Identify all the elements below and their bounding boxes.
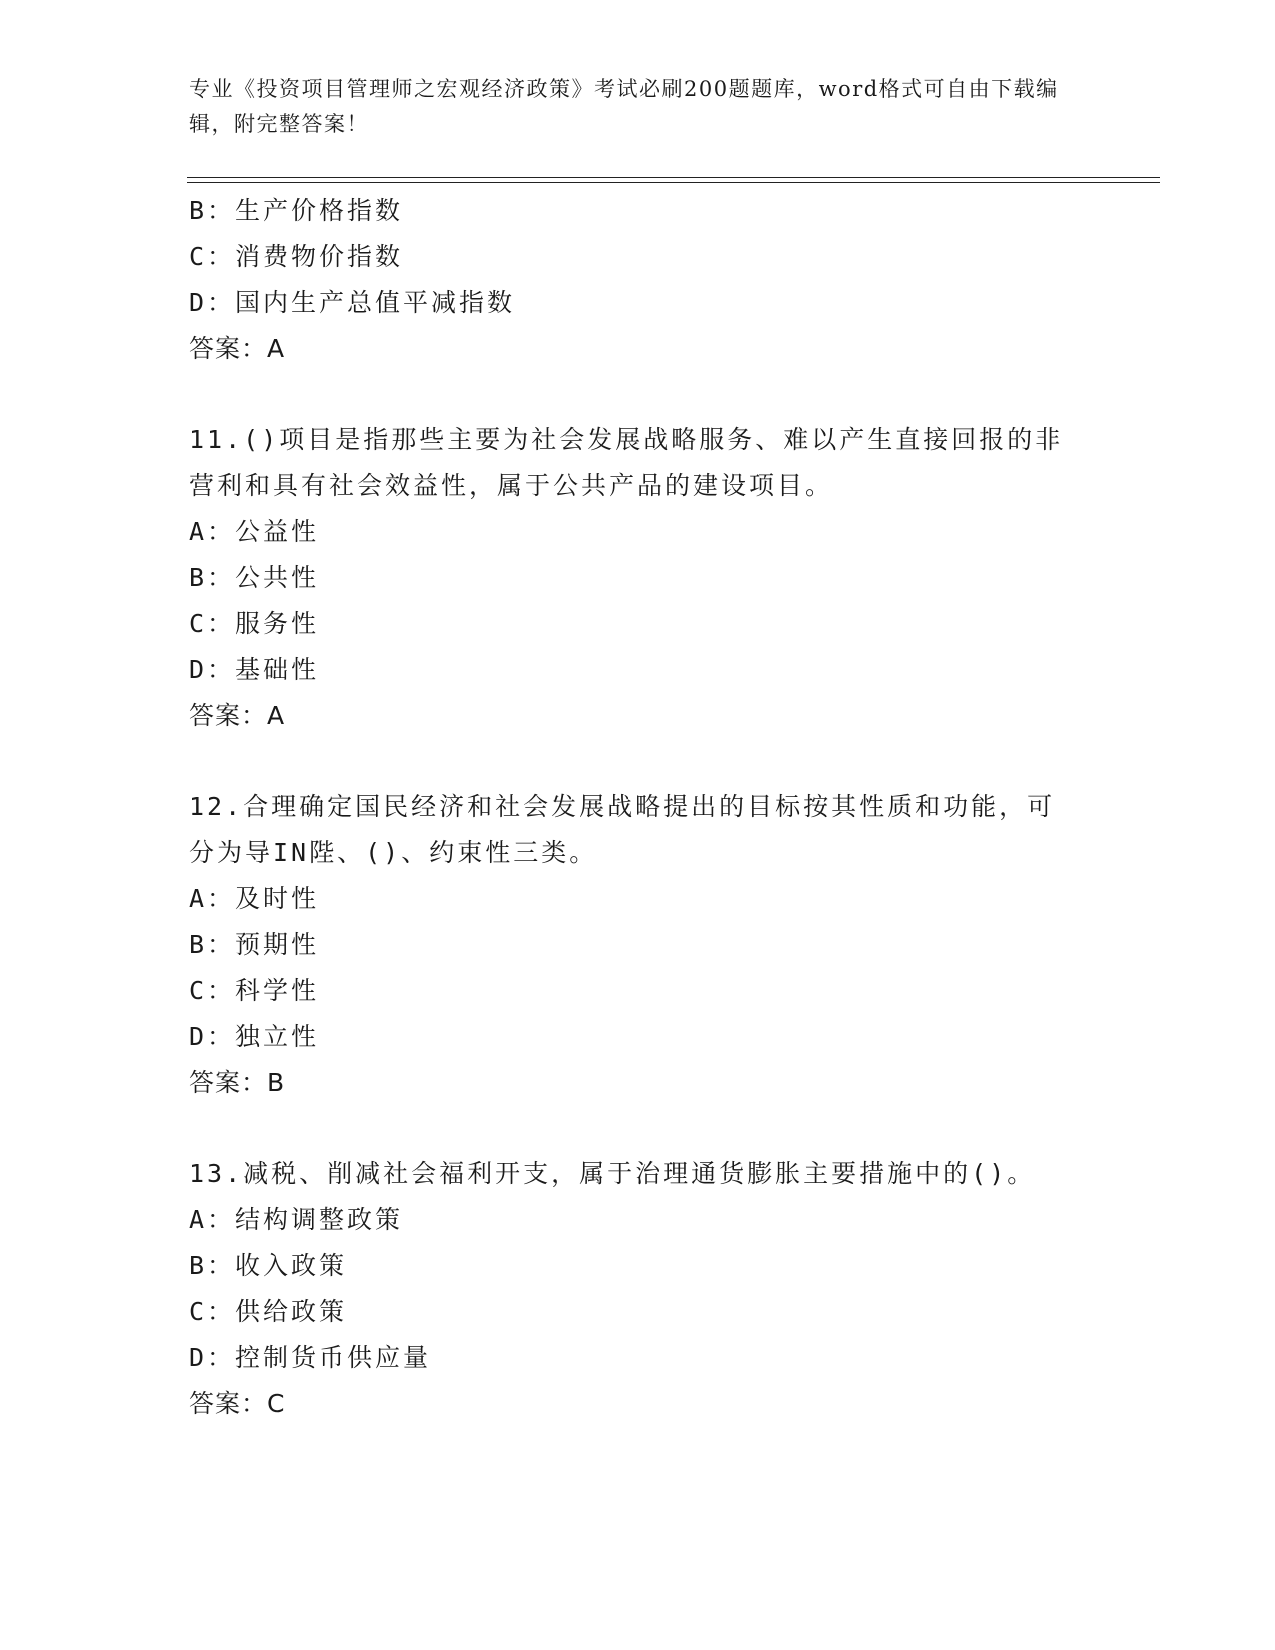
option-d: D：基础性 bbox=[189, 655, 320, 684]
option-d: D：控制货币供应量 bbox=[189, 1343, 432, 1372]
question-stem-text: 11.()项目是指那些主要为社会发展战略服务、难以产生直接回报的非营利和具有社会效益性，属于公共产品的建设项目。 bbox=[189, 425, 1064, 500]
question-block-10 bbox=[189, 188, 1149, 372]
answer-line: 答案：B bbox=[189, 1068, 286, 1097]
question-block-11 bbox=[189, 417, 1149, 739]
option-b: B：生产价格指数 bbox=[189, 196, 404, 225]
header-divider bbox=[187, 177, 1160, 183]
answer-line: 答案：A bbox=[189, 334, 286, 363]
question-block-13 bbox=[189, 1151, 1149, 1427]
question-list bbox=[189, 188, 1149, 1427]
option-c: C：服务性 bbox=[189, 609, 320, 638]
answer-line: 答案：C bbox=[189, 1389, 286, 1418]
answer-line: 答案：A bbox=[189, 701, 286, 730]
option-d: D：独立性 bbox=[189, 1022, 320, 1051]
option-c: C：消费物价指数 bbox=[189, 242, 404, 271]
option-c: C：供给政策 bbox=[189, 1297, 348, 1326]
option-c: C：科学性 bbox=[189, 976, 320, 1005]
question-stem bbox=[189, 784, 1149, 876]
question-stem bbox=[189, 417, 1149, 509]
option-b: B：收入政策 bbox=[189, 1251, 348, 1280]
question-stem-text: 12.合理确定国民经济和社会发展战略提出的目标按其性质和功能，可分为导IN陛、()、约束性三类。 bbox=[189, 792, 1056, 867]
question-stem-text: 13.减税、削减社会福利开支，属于治理通货膨胀主要措施中的()。 bbox=[189, 1159, 1036, 1188]
option-a: A：公益性 bbox=[189, 517, 320, 546]
option-b: B：预期性 bbox=[189, 930, 320, 959]
option-a: A：及时性 bbox=[189, 884, 320, 913]
document-header: 专业《投资项目管理师之宏观经济政策》考试必刷200题题库，word格式可自由下载编辑，附完整答案！ bbox=[189, 77, 1059, 136]
question-block-12 bbox=[189, 784, 1149, 1106]
option-d: D：国内生产总值平减指数 bbox=[189, 288, 516, 317]
question-stem bbox=[189, 1151, 1149, 1197]
option-b: B：公共性 bbox=[189, 563, 320, 592]
option-a: A：结构调整政策 bbox=[189, 1205, 404, 1234]
